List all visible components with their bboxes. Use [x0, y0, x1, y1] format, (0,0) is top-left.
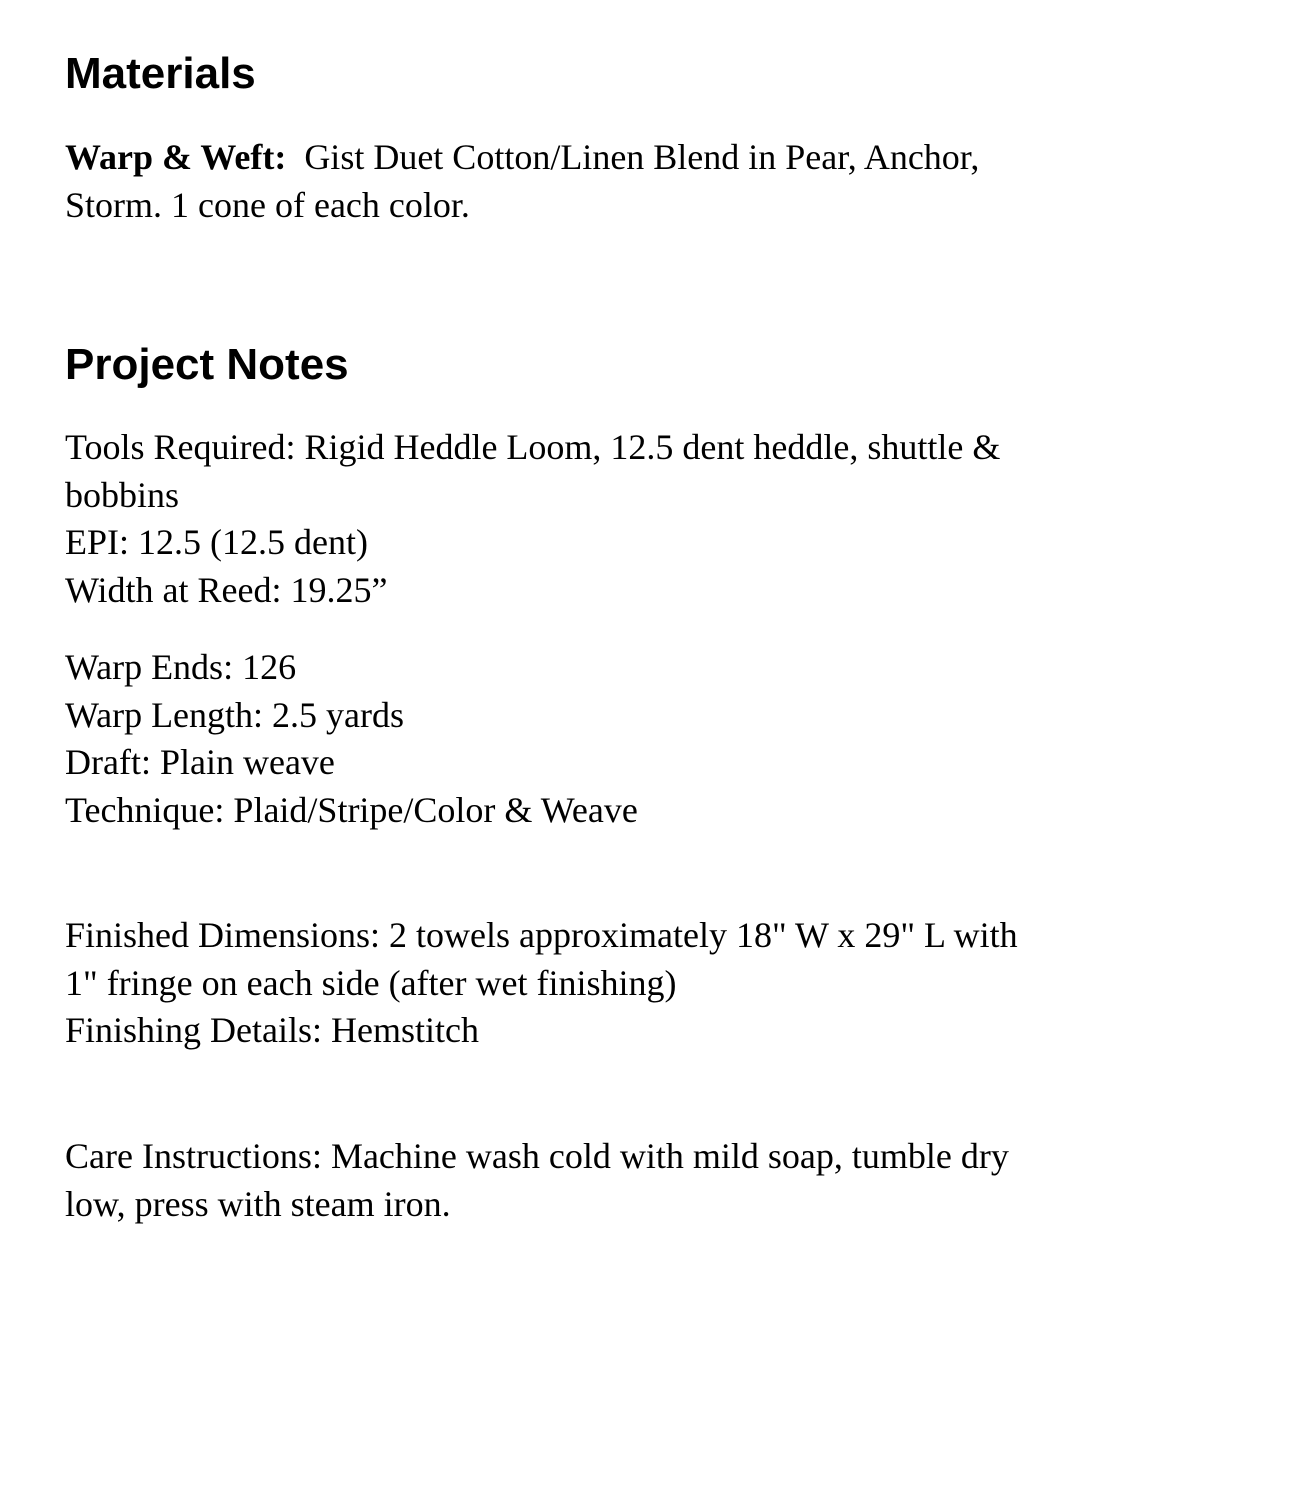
warp-weft-label: Warp & Weft:	[65, 137, 287, 177]
draft-line: Draft: Plain weave	[65, 742, 335, 782]
care-instructions-line-1: Care Instructions: Machine wash cold with mild soap, tumble dry	[65, 1136, 1009, 1176]
materials-heading: Materials	[65, 49, 256, 98]
care-instructions-line-2: low, press with steam iron.	[65, 1183, 451, 1224]
care-block	[65, 1133, 1009, 1228]
tools-required-line-1: Tools Required: Rigid Heddle Loom, 12.5 dent heddle, shuttle &	[65, 427, 1001, 467]
finish-block	[65, 912, 1018, 1055]
warp-weft-text-1: Gist Duet Cotton/Linen Blend in Pear, Anchor,	[304, 137, 980, 177]
warp-ends-line: Warp Ends: 126	[65, 647, 297, 687]
warp-block	[65, 644, 638, 834]
technique-line: Technique: Plaid/Stripe/Color & Weave	[65, 789, 638, 830]
warp-weft-paragraph	[65, 134, 979, 229]
width-at-reed-line: Width at Reed: 19.25”	[65, 569, 388, 610]
epi-line: EPI: 12.5 (12.5 dent)	[65, 522, 368, 562]
project-notes-heading: Project Notes	[65, 340, 349, 389]
finished-dimensions-line-2: 1" fringe on each side (after wet finishing)	[65, 962, 677, 1003]
warp-weft-line-1	[65, 134, 979, 182]
tools-block	[65, 424, 1000, 614]
finished-dimensions-line-1: Finished Dimensions: 2 towels approximately 18" W x 29" L with	[65, 915, 1018, 955]
warp-weft-text-2: Storm. 1 cone of each color.	[65, 184, 470, 225]
warp-length-line: Warp Length: 2.5 yards	[65, 694, 405, 735]
tools-required-line-2: bobbins	[65, 474, 180, 515]
finishing-details-line: Finishing Details: Hemstitch	[65, 1010, 479, 1050]
